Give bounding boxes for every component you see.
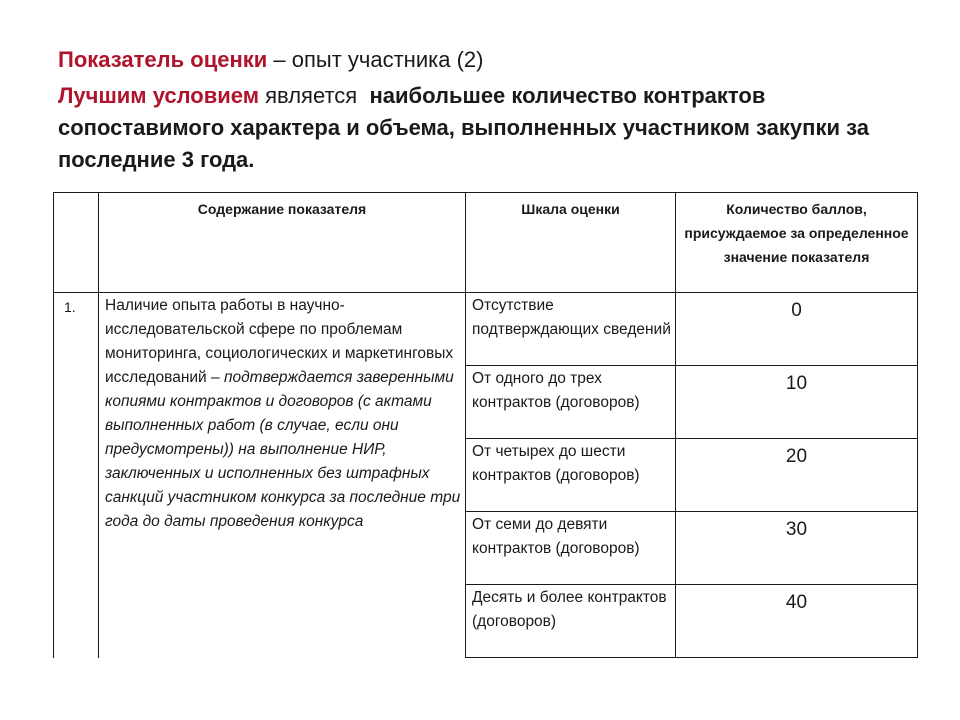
indicator-value: – опыт участника (2) [267, 47, 484, 72]
points-value-3: 30 [676, 512, 918, 585]
scale-item-0: Отсутствие подтверждающих сведений [466, 293, 676, 366]
scale-item-1: От одного до трех контрактов (договоров) [466, 366, 676, 439]
scale-item-2: От четырех до шести контрактов (договоров) [466, 439, 676, 512]
best-condition-label: Лучшим условием [58, 83, 260, 108]
header-content: Содержание показателя [99, 193, 466, 293]
evaluation-table [53, 192, 918, 658]
best-condition-text: наибольшее количество контрактов сопоставимого характера и объема, выполненных участником закупки за последние 3 года. [58, 83, 869, 172]
heading-line-1 [58, 44, 928, 76]
points-value-1: 10 [676, 366, 918, 439]
scale-item-3: От семи до девяти контрактов (договоров) [466, 512, 676, 585]
header-num [54, 193, 99, 293]
table-row [54, 293, 918, 366]
header-points: Количество баллов, присуждаемое за определенное значение показателя [676, 193, 918, 293]
indicator-description [99, 293, 466, 658]
table-header-row [54, 193, 918, 293]
heading-line-2 [58, 80, 928, 176]
is-text: является [259, 83, 370, 108]
scale-item-4: Десять и более контрактов (договоров) [466, 585, 676, 658]
points-value-4: 40 [676, 585, 918, 658]
header-scale: Шкала оценки [466, 193, 676, 293]
indicator-label: Показатель оценки [58, 47, 268, 72]
description-italic: подтверждается заверенными копиями контрактов и договоров (с актами выполненных работ (в случае, если они предусмотрены)) на выполнение НИР, заключенных и исполненных без штрафных санкций участником конкурса за последние три года до даты проведения конкурса [105, 369, 461, 530]
description-text: Наличие опыта работы в научно-исследовательской сфере по проблемам мониторинга, социологических и маркетинговых исследований – [105, 297, 454, 386]
points-value-2: 20 [676, 439, 918, 512]
row-number: 1. [54, 293, 99, 658]
points-value-0: 0 [676, 293, 918, 366]
page-heading [58, 44, 928, 176]
